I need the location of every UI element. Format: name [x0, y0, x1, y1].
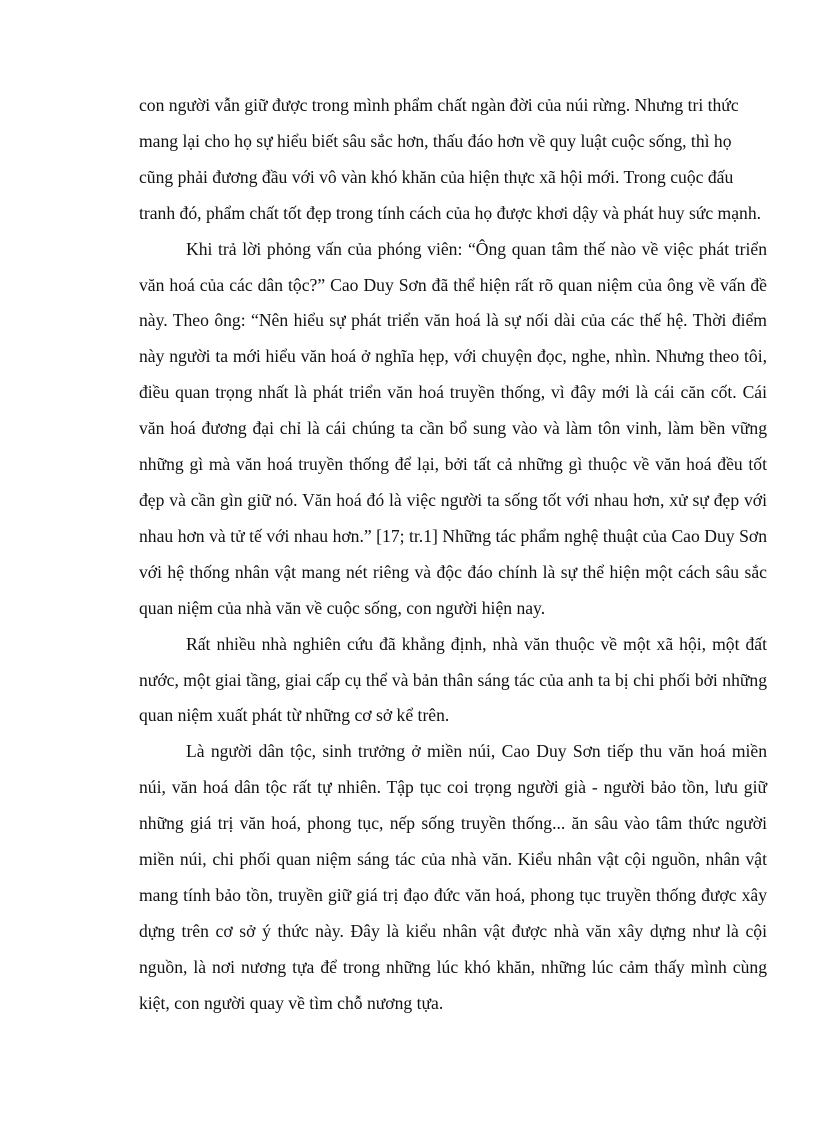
- paragraph-2: Khi trả lời phỏng vấn của phóng viên: “Ông quan tâm thế nào về việc phát triển văn hoá của các dân tộc?” Cao Duy Sơn đã thể hiện rất rõ quan niệm của ông về vấn đề này. Theo ông: “Nên hiểu sự phát triển văn hoá là sự nối dài của các thế hệ. Thời điểm này người ta mới hiểu văn hoá ở nghĩa hẹp, với chuyện đọc, nghe, nhìn. Nhưng theo tôi, điều quan trọng nhất là phát triển văn hoá truyền thống, vì đây mới là cái căn cốt. Cái văn hoá đương đại chỉ là cái chúng ta cần bổ sung vào và làm tôn vinh, làm bền vững những gì mà văn hoá truyền thống để lại, bởi tất cả những gì thuộc về văn hoá đều tốt đẹp và cần gìn giữ nó. Văn hoá đó là việc người ta sống tốt với nhau hơn, xử sự đẹp với nhau hơn và tử tế với nhau hơn.” [17; tr.1] Những tác phẩm nghệ thuật của Cao Duy Sơn với hệ thống nhân vật mang nét riêng và độc đáo chính là sự thể hiện một cách sâu sắc quan niệm của nhà văn về cuộc sống, con người hiện nay.: [139, 238, 767, 618]
- paragraph-4: Là người dân tộc, sinh trưởng ở miền núi, Cao Duy Sơn tiếp thu văn hoá miền núi, văn hoá dân tộc rất tự nhiên. Tập tục coi trọng người già - người bảo tồn, lưu giữ những giá trị văn hoá, phong tục, nếp sống truyền thống... ăn sâu vào tâm thức người miền núi, chi phối quan niệm sáng tác của nhà văn. Kiểu nhân vật cội nguồn, nhân vật mang tính bảo tồn, truyền giữ giá trị đạo đức văn hoá, phong tục truyền thống được xây dựng trên cơ sở ý thức này. Đây là kiểu nhân vật được nhà văn xây dựng như là cội nguồn, là nơi nương tựa để trong những lúc khó khăn, những lúc cảm thấy mình cùng kiệt, con người quay về tìm chỗ nương tựa.: [139, 741, 767, 1013]
- document-body: [139, 88, 767, 1022]
- paragraph-1: con người vẫn giữ được trong mình phẩm chất ngàn đời của núi rừng. Nhưng tri thức mang lại cho họ sự hiểu biết sâu sắc hơn, thấu đáo hơn về quy luật cuộc sống, thì họ cũng phải đương đầu với vô vàn khó khăn của hiện thực xã hội mới. Trong cuộc đấu tranh đó, phẩm chất tốt đẹp trong tính cách của họ được khơi dậy và phát huy sức mạnh.: [139, 95, 762, 223]
- paragraph-3: Rất nhiều nhà nghiên cứu đã khẳng định, nhà văn thuộc về một xã hội, một đất nước, một giai tầng, giai cấp cụ thể và bản thân sáng tác của anh ta bị chi phối bởi những quan niệm xuất phát từ những cơ sở kể trên.: [139, 633, 767, 726]
